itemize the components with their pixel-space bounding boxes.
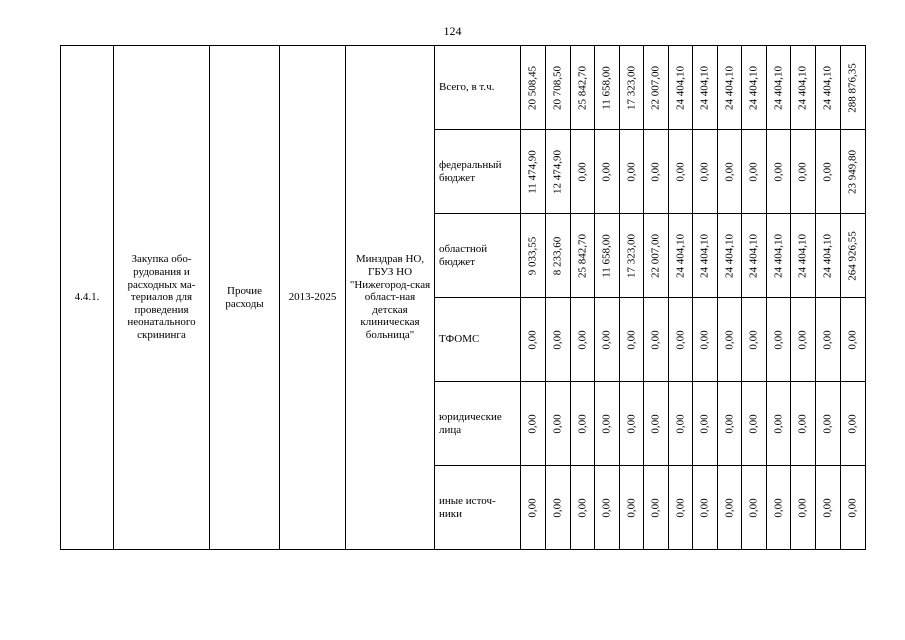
amount-value: 24 404,10 <box>821 65 834 110</box>
amount-cell <box>742 466 767 550</box>
funding-source-label: юридические лица <box>435 382 521 466</box>
funding-row <box>61 46 866 130</box>
amount-cell <box>816 298 841 382</box>
amount-cell <box>620 46 644 130</box>
amount-cell <box>620 466 644 550</box>
amount-cell <box>521 46 546 130</box>
funding-source-label: ТФОМС <box>435 298 521 382</box>
amount-cell <box>767 466 791 550</box>
amount-cell <box>644 130 669 214</box>
amount-value: 0,00 <box>526 413 539 434</box>
amount-cell <box>718 46 742 130</box>
amount-value: 0,00 <box>526 497 539 518</box>
page-number: 124 <box>443 24 462 38</box>
amount-cell <box>546 46 571 130</box>
amount-value: 0,00 <box>649 497 662 518</box>
amount-cell <box>546 130 571 214</box>
amount-value: 0,00 <box>723 329 736 350</box>
amount-cell <box>693 466 718 550</box>
amount-cell <box>620 214 644 298</box>
amount-value: 264 926,55 <box>846 230 859 281</box>
amount-value: 0,00 <box>821 497 834 518</box>
amount-cell <box>546 382 571 466</box>
amount-cell <box>767 46 791 130</box>
amount-value: 20 708,50 <box>551 65 564 110</box>
amount-cell <box>791 130 816 214</box>
amount-cell <box>693 46 718 130</box>
amount-cell <box>644 46 669 130</box>
amount-value: 0,00 <box>600 161 613 182</box>
amount-value: 17 323,00 <box>625 233 638 278</box>
amount-value: 0,00 <box>846 497 859 518</box>
amount-value: 0,00 <box>723 413 736 434</box>
amount-value: 0,00 <box>747 161 760 182</box>
amount-value: 0,00 <box>625 161 638 182</box>
amount-value: 0,00 <box>796 329 809 350</box>
amount-value: 0,00 <box>576 329 589 350</box>
amount-cell <box>669 130 693 214</box>
amount-value: 0,00 <box>551 329 564 350</box>
amount-cell <box>816 466 841 550</box>
amount-value: 9 033,55 <box>526 236 539 275</box>
amount-cell <box>767 214 791 298</box>
amount-value: 24 404,10 <box>747 65 760 110</box>
amount-cell <box>595 466 620 550</box>
expense-type: Прочие расходы <box>210 46 280 550</box>
funding-source-label: федеральный бюджет <box>435 130 521 214</box>
amount-value: 0,00 <box>576 497 589 518</box>
amount-cell <box>669 46 693 130</box>
amount-value: 25 842,70 <box>576 65 589 110</box>
amount-cell <box>816 214 841 298</box>
amount-value: 0,00 <box>796 161 809 182</box>
amount-cell <box>791 298 816 382</box>
amount-cell <box>841 382 866 466</box>
amount-cell <box>718 466 742 550</box>
amount-value: 12 474,90 <box>551 149 564 194</box>
activity-name: Закупка обо-рудования и расходных ма-териалов для проведения неонатального скрининга <box>114 46 210 550</box>
amount-cell <box>546 298 571 382</box>
amount-cell <box>742 214 767 298</box>
amount-value: 0,00 <box>551 413 564 434</box>
amount-cell <box>693 298 718 382</box>
amount-value: 0,00 <box>846 329 859 350</box>
amount-cell <box>693 214 718 298</box>
amount-value: 24 404,10 <box>698 65 711 110</box>
amount-cell <box>546 466 571 550</box>
amount-cell <box>791 46 816 130</box>
amount-value: 0,00 <box>625 497 638 518</box>
amount-cell <box>718 130 742 214</box>
amount-value: 24 404,10 <box>723 65 736 110</box>
amount-value: 0,00 <box>649 329 662 350</box>
amount-value: 22 007,00 <box>649 233 662 278</box>
amount-value: 24 404,10 <box>674 65 687 110</box>
implementation-period: 2013-2025 <box>280 46 346 550</box>
amount-value: 24 404,10 <box>796 65 809 110</box>
amount-value: 23 949,80 <box>846 149 859 194</box>
amount-cell <box>841 466 866 550</box>
amount-cell <box>595 130 620 214</box>
amount-value: 0,00 <box>674 497 687 518</box>
amount-cell <box>669 382 693 466</box>
amount-cell <box>693 130 718 214</box>
amount-cell <box>644 466 669 550</box>
amount-cell <box>571 466 595 550</box>
funding-table-body <box>61 46 866 550</box>
funding-source-label: Всего, в т.ч. <box>435 46 521 130</box>
amount-cell <box>620 130 644 214</box>
amount-cell <box>521 130 546 214</box>
activity-code: 4.4.1. <box>61 46 114 550</box>
executor: Минздрав НО, ГБУЗ НО "Нижегород-ская област-ная детская клиническая больница" <box>346 46 435 550</box>
amount-value: 24 404,10 <box>723 233 736 278</box>
amount-value: 0,00 <box>698 329 711 350</box>
amount-value: 17 323,00 <box>625 65 638 110</box>
amount-value: 0,00 <box>698 161 711 182</box>
amount-cell <box>620 298 644 382</box>
amount-cell <box>693 382 718 466</box>
amount-cell <box>620 382 644 466</box>
amount-value: 0,00 <box>576 413 589 434</box>
amount-value: 0,00 <box>698 413 711 434</box>
amount-value: 24 404,10 <box>772 233 785 278</box>
amount-cell <box>669 466 693 550</box>
amount-cell <box>816 130 841 214</box>
amount-value: 0,00 <box>551 497 564 518</box>
amount-value: 24 404,10 <box>796 233 809 278</box>
amount-cell <box>791 466 816 550</box>
amount-value: 0,00 <box>747 413 760 434</box>
amount-value: 0,00 <box>772 329 785 350</box>
amount-value: 25 842,70 <box>576 233 589 278</box>
amount-value: 0,00 <box>796 497 809 518</box>
funding-source-label: иные источ-ники <box>435 466 521 550</box>
amount-cell <box>521 298 546 382</box>
amount-value: 24 404,10 <box>747 233 760 278</box>
amount-cell <box>669 214 693 298</box>
amount-cell <box>742 298 767 382</box>
amount-cell <box>521 466 546 550</box>
amount-value: 0,00 <box>821 413 834 434</box>
amount-value: 24 404,10 <box>674 233 687 278</box>
amount-cell <box>791 214 816 298</box>
amount-cell <box>718 382 742 466</box>
amount-value: 11 658,00 <box>600 233 613 278</box>
amount-value: 0,00 <box>772 413 785 434</box>
amount-cell <box>595 382 620 466</box>
amount-value: 0,00 <box>649 413 662 434</box>
amount-value: 0,00 <box>846 413 859 434</box>
amount-value: 0,00 <box>698 497 711 518</box>
amount-cell <box>816 46 841 130</box>
amount-cell <box>742 382 767 466</box>
amount-cell <box>571 298 595 382</box>
amount-cell <box>521 382 546 466</box>
amount-value: 0,00 <box>649 161 662 182</box>
amount-value: 22 007,00 <box>649 65 662 110</box>
amount-value: 0,00 <box>674 161 687 182</box>
amount-value: 0,00 <box>625 413 638 434</box>
amount-value: 0,00 <box>747 497 760 518</box>
amount-cell <box>767 298 791 382</box>
amount-cell <box>816 382 841 466</box>
amount-cell <box>595 46 620 130</box>
amount-value: 0,00 <box>723 497 736 518</box>
amount-value: 0,00 <box>625 329 638 350</box>
amount-value: 0,00 <box>821 329 834 350</box>
amount-value: 0,00 <box>576 161 589 182</box>
amount-cell <box>571 130 595 214</box>
amount-cell <box>571 214 595 298</box>
amount-cell <box>742 46 767 130</box>
amount-value: 0,00 <box>600 413 613 434</box>
amount-cell <box>644 382 669 466</box>
amount-value: 0,00 <box>723 161 736 182</box>
amount-cell <box>718 298 742 382</box>
amount-value: 0,00 <box>674 413 687 434</box>
amount-cell <box>841 130 866 214</box>
amount-value: 8 233,60 <box>551 236 564 275</box>
amount-value: 24 404,10 <box>821 233 834 278</box>
amount-cell <box>644 214 669 298</box>
funding-table <box>60 45 866 550</box>
amount-cell <box>669 298 693 382</box>
amount-cell <box>644 298 669 382</box>
amount-cell <box>841 46 866 130</box>
amount-cell <box>571 382 595 466</box>
amount-cell <box>571 46 595 130</box>
amount-cell <box>841 214 866 298</box>
amount-value: 0,00 <box>747 329 760 350</box>
amount-value: 11 474,90 <box>526 149 539 194</box>
amount-value: 0,00 <box>821 161 834 182</box>
amount-value: 0,00 <box>674 329 687 350</box>
amount-value: 288 876,35 <box>846 62 859 113</box>
amount-value: 24 404,10 <box>772 65 785 110</box>
amount-cell <box>742 130 767 214</box>
amount-value: 0,00 <box>526 329 539 350</box>
funding-source-label: областной бюджет <box>435 214 521 298</box>
amount-cell <box>718 214 742 298</box>
amount-value: 0,00 <box>772 497 785 518</box>
amount-cell <box>546 214 571 298</box>
amount-value: 0,00 <box>600 497 613 518</box>
amount-cell <box>767 382 791 466</box>
amount-cell <box>595 214 620 298</box>
amount-cell <box>841 298 866 382</box>
amount-cell <box>521 214 546 298</box>
amount-cell <box>595 298 620 382</box>
amount-value: 11 658,00 <box>600 65 613 110</box>
amount-value: 24 404,10 <box>698 233 711 278</box>
amount-value: 20 508,45 <box>526 65 539 110</box>
amount-cell <box>767 130 791 214</box>
amount-cell <box>791 382 816 466</box>
amount-value: 0,00 <box>772 161 785 182</box>
amount-value: 0,00 <box>796 413 809 434</box>
amount-value: 0,00 <box>600 329 613 350</box>
